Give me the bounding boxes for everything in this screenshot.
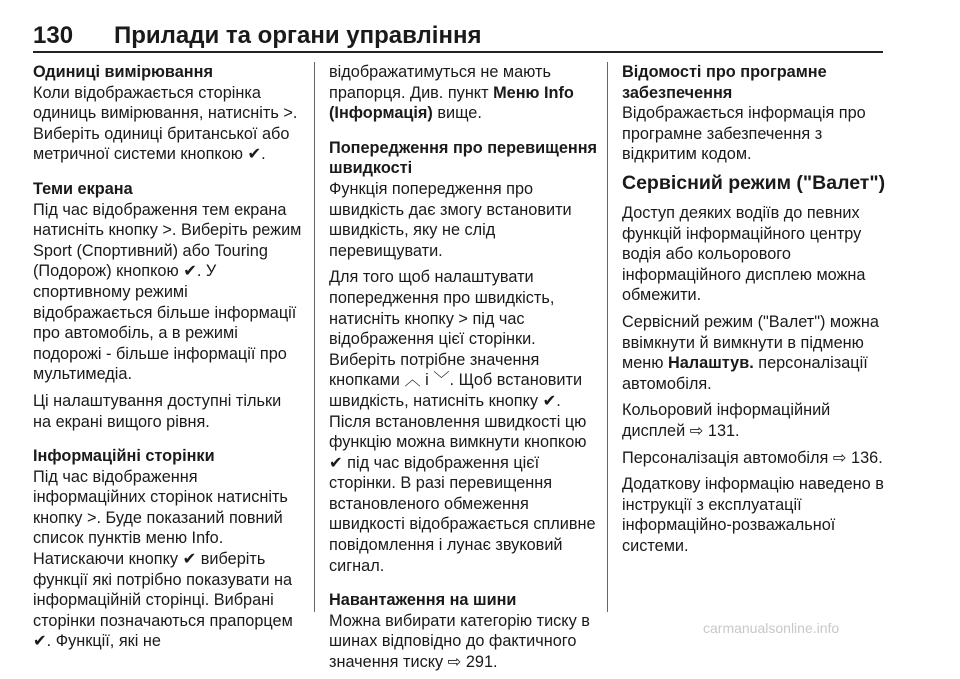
paragraph xyxy=(622,312,892,394)
paragraph: Додаткову інформацію наведено в інструкції з експлуатації інформаційно-розважальної системи. xyxy=(622,475,884,555)
page-number: 130 xyxy=(33,22,74,49)
column-1 xyxy=(33,62,303,658)
page-title: Прилади та органи управління xyxy=(114,22,482,49)
text-run: персоналізації автомобіля. xyxy=(622,354,868,393)
section-heading: Відомості про програмне забезпечення xyxy=(622,63,827,102)
paragraph: Функція попередження про швидкість дає змогу встановити швидкість, яку не слід перевищувати. xyxy=(329,179,572,260)
paragraph: Доступ деяких водіїв до певних функцій інформаційного центру водія або кольорового інформаційного дисплею можна обмежити. xyxy=(622,203,866,305)
header-rule xyxy=(33,51,883,53)
menu-reference: Налаштув. xyxy=(667,354,754,373)
paragraph: Можна вибирати категорію тиску в шинах відповідно до фактичного значення тиску ⇨ 291. xyxy=(329,611,590,672)
section-heading: Навантаження на шини xyxy=(329,591,517,610)
paragraph: Під час відображення тем екрана натисніть кнопку >. Виберіть режим Sport (Спортивний) або Touring (Подорож) кнопкою ✔. У спортивному режимі відображається більше інформації про автомобіль, а в режимі подорожі - більше інформації про мультимедіа. xyxy=(33,200,302,384)
paragraph: Для того щоб налаштувати попередження про швидкість, натисніть кнопку > під час відображення цієї сторінки. Виберіть потрібне значення кнопками ︿ і ﹀. Щоб встановити швидкість, натисніть кнопку ✔. Після встановлення швидкості цю функцію можна вимкнути кнопкою ✔ під час відображення цієї сторінки. В разі перевищення встановленого обмеження швидкості відображається спливне повідомлення і лунає звуковий сигнал. xyxy=(329,268,596,575)
paragraph: Кольоровий інформаційний дисплей ⇨ 131. xyxy=(622,401,831,440)
paragraph: Коли відображається сторінка одиниць вимірювання, натисніть >. Виберіть одиниці британської або метричної системи кнопкою ✔. xyxy=(33,83,298,164)
paragraph xyxy=(329,62,601,124)
page-header xyxy=(33,0,883,52)
section-heading: Попередження про перевищення швидкості xyxy=(329,138,598,178)
text-run: Сервісний режим ("Валет") можна ввімкнути й вимкнути в підменю меню xyxy=(622,312,879,373)
column-divider xyxy=(314,62,315,612)
section-heading: Одиниці вимірювання xyxy=(33,63,213,81)
section-heading-large: Сервісний режим ("Валет") xyxy=(622,171,886,194)
paragraph: Відображається інформація про програмне забезпечення з відкритим кодом. xyxy=(622,104,866,164)
text-run: відображатимуться не мають прапорця. Див. пункт xyxy=(329,63,551,102)
paragraph: Під час відображення інформаційних сторінок натисніть кнопку >. Буде показаний повний список пунктів меню Info. Натискаючи кнопку ✔ виберіть функції які потрібно показувати на інформаційній сторінці. Вибрані сторінки позначаються прапорцем ✔. Функції, які не xyxy=(33,467,293,651)
section-heading: Теми екрана xyxy=(33,179,133,198)
paragraph: Персоналізація автомобіля ⇨ 136. xyxy=(622,448,883,467)
paragraph: Ці налаштування доступні тільки на екрані вищого рівня. xyxy=(33,391,282,431)
column-2 xyxy=(329,62,601,679)
column-3 xyxy=(622,62,892,562)
cross-reference: Меню Info (Інформація) xyxy=(329,83,574,123)
section-heading: Інформаційні сторінки xyxy=(33,447,215,466)
column-divider xyxy=(607,62,608,612)
watermark: carmanualsonline.info xyxy=(703,620,840,636)
text-run: вище. xyxy=(432,104,482,123)
